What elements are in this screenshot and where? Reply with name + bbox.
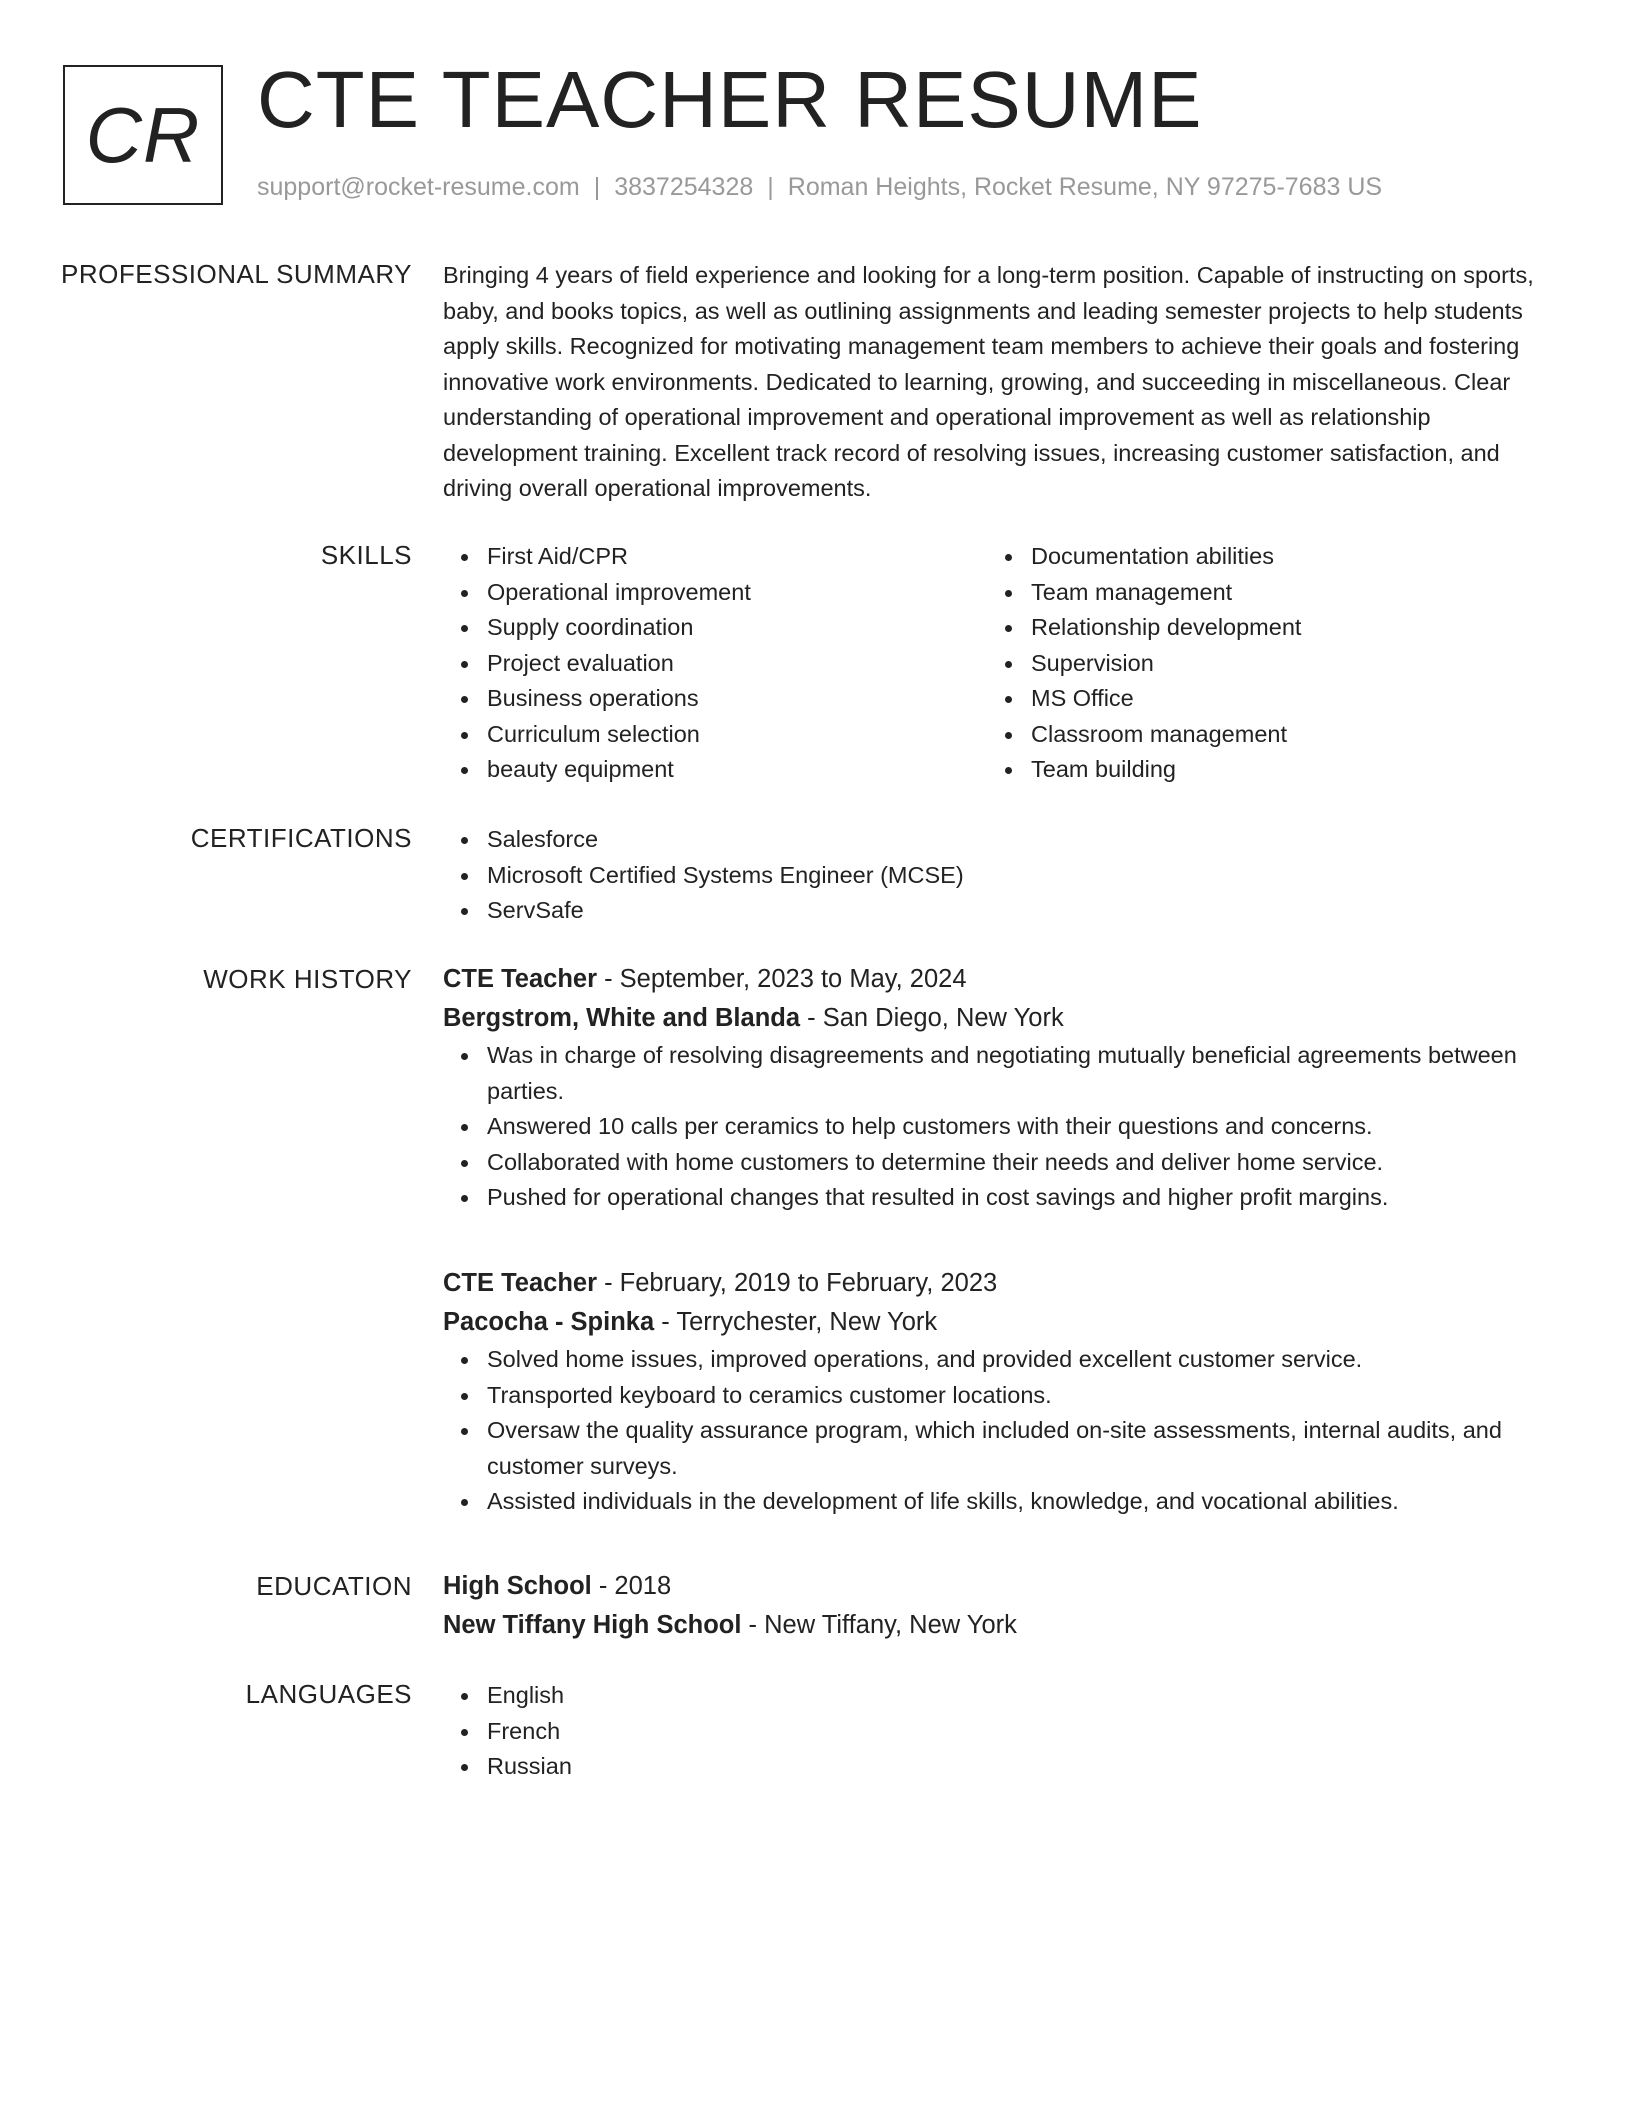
job-bullet: Collaborated with home customers to determine their needs and deliver home service. <box>487 1145 1553 1181</box>
skill-item: Business operations <box>487 681 987 717</box>
education-section <box>443 1567 1553 1645</box>
summary-text: Bringing 4 years of field experience and looking for a long-term position. Capable of instructing on sports, baby, and books topics, as well as outlining assignments and leading semester projects to help students apply skills. Recognized for motivating management team members to achieve their goals and fostering innovative work environments. Dedicated to learning, growing, and succeeding in miscellaneous. Clear understanding of operational improvement and operational improvement as well as relationship development training. Excellent track record of resolving issues, increasing customer satisfaction, and driving overall operational improvements. <box>443 262 1534 501</box>
contact-email[interactable]: support@rocket-resume.com <box>257 173 580 201</box>
job-dates: - September, 2023 to May, 2024 <box>597 965 967 993</box>
job-bullet: Transported keyboard to ceramics customer locations. <box>487 1378 1553 1414</box>
language-item: French <box>487 1714 1553 1750</box>
job-bullet: Assisted individuals in the development of life skills, knowledge, and vocational abilities. <box>487 1484 1553 1520</box>
contact-separator: | <box>593 173 601 201</box>
certifications-section <box>443 822 1553 929</box>
monogram-logo: CR <box>63 65 223 205</box>
languages-list <box>443 1678 1553 1785</box>
job-entry <box>443 960 1553 1216</box>
job-bullets <box>443 1038 1553 1216</box>
job-company-line <box>443 1303 1553 1342</box>
work-history-section <box>443 960 1553 1216</box>
skill-item: Curriculum selection <box>487 717 987 753</box>
job-bullet: Pushed for operational changes that resulted in cost savings and higher profit margins. <box>487 1180 1553 1216</box>
job-bullet: Solved home issues, improved operations, and provided excellent customer service. <box>487 1342 1553 1378</box>
languages-heading: LANGUAGES <box>245 1679 412 1709</box>
contact-phone[interactable]: 3837254328 <box>614 173 754 201</box>
skill-item: Supervision <box>1031 646 1531 682</box>
skill-item: Team building <box>1031 752 1531 788</box>
job-bullet: Was in charge of resolving disagreements and negotiating mutually beneficial agreements between parties. <box>487 1038 1553 1109</box>
summary-heading: PROFESSIONAL SUMMARY <box>61 259 412 289</box>
skills-list-left <box>443 539 987 788</box>
skill-item: MS Office <box>1031 681 1531 717</box>
job-bullet: Oversaw the quality assurance program, which included on-site assessments, internal audits, and customer surveys. <box>487 1413 1553 1484</box>
languages-section <box>443 1678 1553 1785</box>
certification-item: Microsoft Certified Systems Engineer (MCSE) <box>487 858 1553 894</box>
skills-heading: SKILLS <box>320 540 412 570</box>
summary-section <box>443 258 1553 507</box>
language-item: Russian <box>487 1749 1553 1785</box>
work-history-section-continued <box>443 1264 1553 1520</box>
certifications-heading: CERTIFICATIONS <box>190 823 412 853</box>
skill-item: Project evaluation <box>487 646 987 682</box>
contact-separator: | <box>767 173 774 201</box>
job-title: CTE Teacher <box>443 965 597 993</box>
job-title-line <box>443 1264 1553 1303</box>
skill-item: Team management <box>1031 575 1531 611</box>
skill-item: First Aid/CPR <box>487 539 987 575</box>
job-bullets <box>443 1342 1553 1520</box>
education-degree-line <box>443 1567 1553 1606</box>
job-location: - San Diego, New York <box>800 1004 1064 1032</box>
education-heading: EDUCATION <box>256 1571 412 1601</box>
skills-list-right <box>987 539 1531 788</box>
skills-section <box>443 539 1553 788</box>
education-year: - 2018 <box>591 1572 672 1600</box>
job-title-line <box>443 960 1553 999</box>
job-company: Bergstrom, White and Blanda <box>443 1004 801 1032</box>
job-location: - Terrychester, New York <box>654 1308 938 1336</box>
work-history-heading: WORK HISTORY <box>203 964 412 994</box>
page-title: CTE TEACHER RESUME <box>257 55 1203 144</box>
contact-line <box>257 173 1382 202</box>
certification-item: Salesforce <box>487 822 1553 858</box>
certification-item: ServSafe <box>487 893 1553 929</box>
education-location: - New Tiffany, New York <box>741 1611 1017 1639</box>
skill-item: Relationship development <box>1031 610 1531 646</box>
job-title: CTE Teacher <box>443 1269 597 1297</box>
skill-item: Classroom management <box>1031 717 1531 753</box>
job-company: Pacocha - Spinka <box>443 1308 655 1336</box>
job-company-line <box>443 999 1553 1038</box>
certifications-list <box>443 822 1553 929</box>
education-school: New Tiffany High School <box>443 1611 742 1639</box>
education-degree: High School <box>443 1572 592 1600</box>
skill-item: Supply coordination <box>487 610 987 646</box>
skill-item: Operational improvement <box>487 575 987 611</box>
language-item: English <box>487 1678 1553 1714</box>
skill-item: Documentation abilities <box>1031 539 1531 575</box>
skill-item: beauty equipment <box>487 752 987 788</box>
job-bullet: Answered 10 calls per ceramics to help customers with their questions and concerns. <box>487 1109 1553 1145</box>
job-entry <box>443 1264 1553 1520</box>
education-school-line <box>443 1606 1553 1645</box>
contact-address: Roman Heights, Rocket Resume, NY 97275-7683 US <box>787 173 1383 201</box>
job-dates: - February, 2019 to February, 2023 <box>597 1269 998 1297</box>
